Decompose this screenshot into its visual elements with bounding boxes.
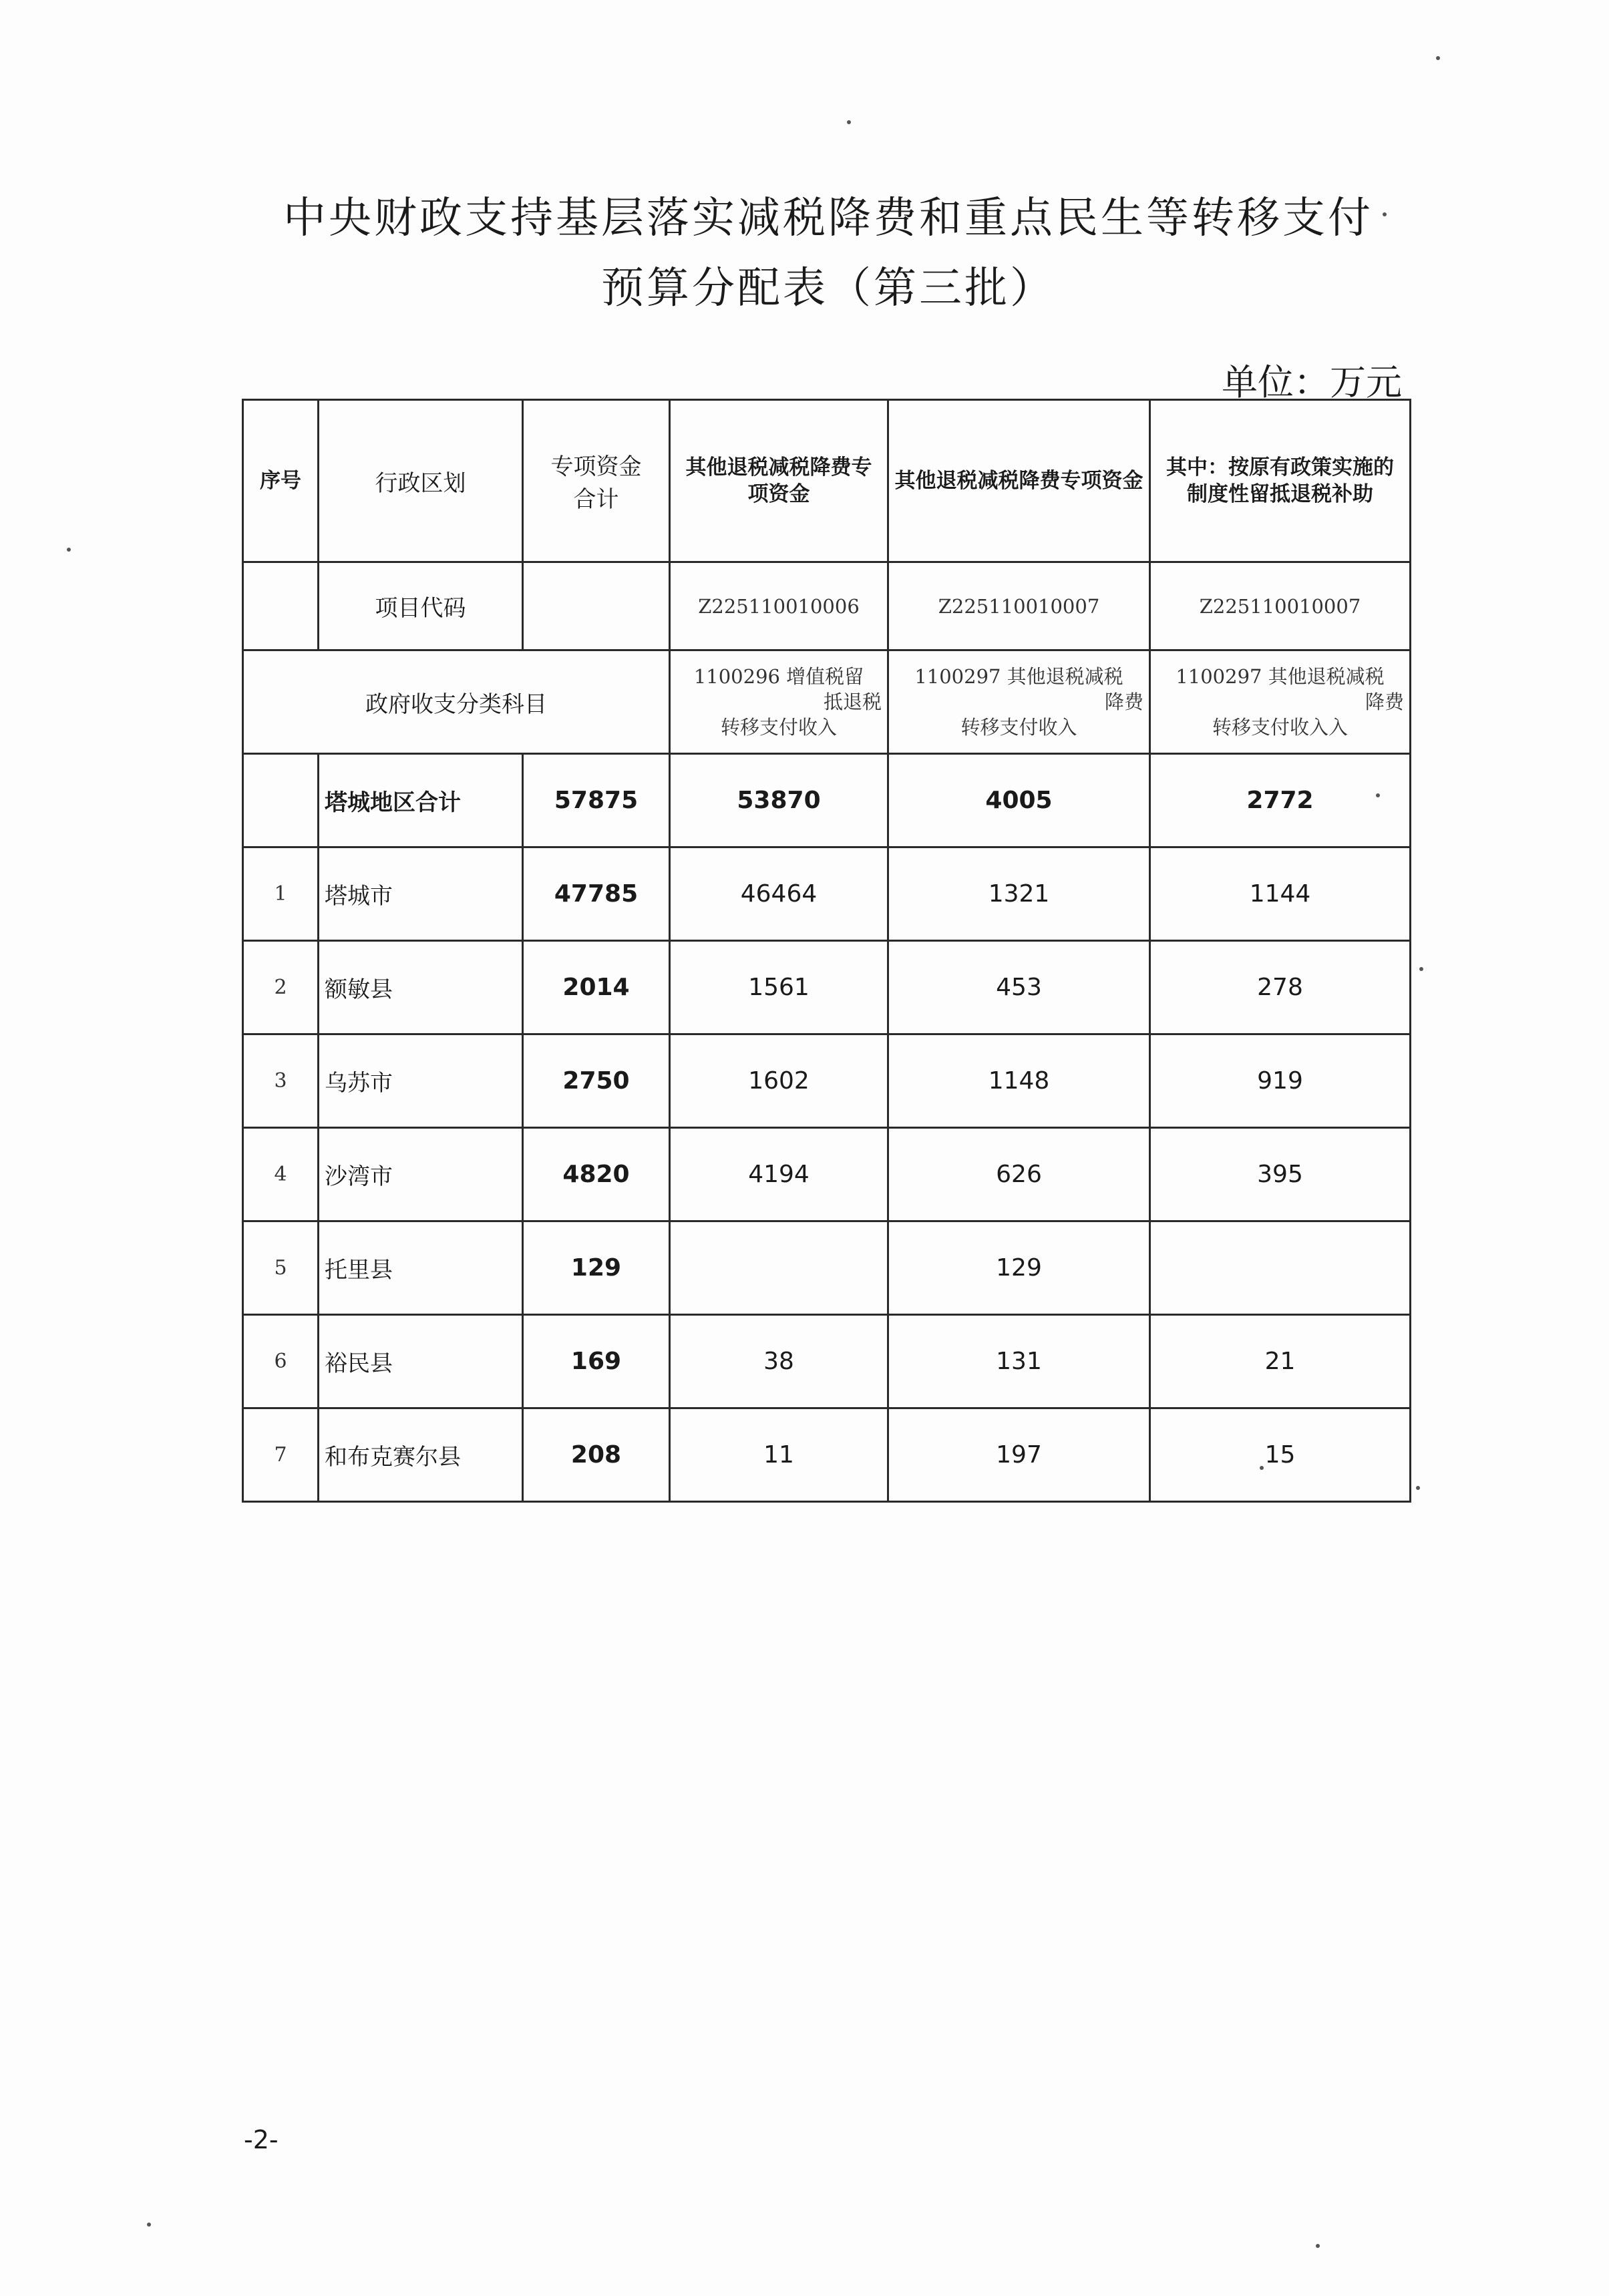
document-title-line1: 中央财政支持基层落实减税降费和重点民生等转移支付: [283, 194, 1373, 243]
scan-speck: [1376, 793, 1380, 797]
classification-col2-line1: 1100297 其他退税减税: [914, 665, 1123, 688]
scan-speck: [147, 2223, 151, 2227]
row-col3: 1144: [1150, 847, 1411, 941]
row-seq: 4: [243, 1128, 319, 1221]
row-col2: 626: [888, 1128, 1150, 1221]
project-code-empty-cell: [243, 562, 319, 650]
scan-speck: [1436, 56, 1440, 60]
document-title-line2: 预算分配表（第三批）: [601, 264, 1055, 313]
row-col3: 395: [1150, 1128, 1411, 1221]
row-total: 208: [523, 1408, 670, 1502]
row-region: 塔城市: [319, 847, 523, 941]
row-col1: 4194: [670, 1128, 888, 1221]
classification-col1-line3: 转移支付收入: [720, 716, 837, 739]
classification-col2-line3: 转移支付收入: [960, 716, 1077, 739]
classification-col3-line1: 1100297 其他退税减税: [1176, 665, 1385, 688]
table-row: [243, 1034, 1411, 1128]
row-col3: 278: [1150, 941, 1411, 1034]
row-col1: 1561: [670, 941, 888, 1034]
row-col2: 197: [888, 1408, 1150, 1502]
total-col1: 53870: [670, 754, 888, 847]
total-sum: 57875: [523, 754, 670, 847]
row-col3: 21: [1150, 1315, 1411, 1408]
table-row: [243, 1128, 1411, 1221]
table-header-row: [243, 400, 1411, 562]
header-total-line2: 合计: [573, 486, 619, 513]
row-total: 169: [523, 1315, 670, 1408]
row-region: 沙湾市: [319, 1128, 523, 1221]
row-col1: [670, 1221, 888, 1315]
project-code-total-cell: [523, 562, 670, 650]
project-code-col2: Z225110010007: [888, 562, 1150, 650]
table-row: [243, 1221, 1411, 1315]
row-col1: 11: [670, 1408, 888, 1502]
row-seq: 2: [243, 941, 319, 1034]
row-col2: 1321: [888, 847, 1150, 941]
row-region: 额敏县: [319, 941, 523, 1034]
unit-label: 单位：万元: [1222, 361, 1402, 403]
row-total: 47785: [523, 847, 670, 941]
header-col3: 其中：按原有政策实施的制度性留抵退税补助: [1150, 400, 1411, 562]
row-col2: 131: [888, 1315, 1150, 1408]
header-total-line1: 专项资金: [550, 453, 642, 480]
header-region: 行政区划: [319, 400, 523, 562]
row-col3: 15: [1150, 1408, 1411, 1502]
classification-col3-line3: 转移支付收入入: [1212, 716, 1348, 739]
row-region: 裕民县: [319, 1315, 523, 1408]
classification-row: [243, 650, 1411, 754]
scan-speck: [1416, 1486, 1420, 1490]
page-number: -2-: [244, 2125, 279, 2154]
row-region: 和布克赛尔县: [319, 1408, 523, 1502]
row-col3: 919: [1150, 1034, 1411, 1128]
scan-speck: [1316, 2244, 1320, 2248]
table-row: [243, 1315, 1411, 1408]
table-row: [243, 941, 1411, 1034]
project-code-label: 项目代码: [319, 562, 523, 650]
row-seq: 6: [243, 1315, 319, 1408]
classification-col1-line1: 1100296 增值税留: [693, 665, 864, 688]
scan-speck: [1419, 967, 1423, 971]
classification-col1: [670, 650, 888, 754]
total-seq-cell: [243, 754, 319, 847]
row-seq: 3: [243, 1034, 319, 1128]
total-col3: 2772: [1150, 754, 1411, 847]
row-col3: [1150, 1221, 1411, 1315]
project-code-col1: Z225110010006: [670, 562, 888, 650]
total-row: [243, 754, 1411, 847]
header-seq: 序号: [243, 400, 319, 562]
classification-col2-line2: 降费: [1104, 691, 1143, 713]
row-col1: 38: [670, 1315, 888, 1408]
total-region: 塔城地区合计: [319, 754, 523, 847]
row-region: 乌苏市: [319, 1034, 523, 1128]
row-total: 4820: [523, 1128, 670, 1221]
scan-speck: [1383, 212, 1387, 216]
row-col1: 46464: [670, 847, 888, 941]
classification-col3-line2: 降费: [1365, 691, 1404, 713]
row-seq: 7: [243, 1408, 319, 1502]
budget-allocation-table: [242, 399, 1411, 1503]
row-col2: 453: [888, 941, 1150, 1034]
row-col2: 1148: [888, 1034, 1150, 1128]
table-row: [243, 1408, 1411, 1502]
scan-speck: [67, 548, 71, 552]
header-total: [523, 400, 670, 562]
row-region: 托里县: [319, 1221, 523, 1315]
row-seq: 1: [243, 847, 319, 941]
row-total: 2014: [523, 941, 670, 1034]
classification-col1-line2: 抵退税: [823, 691, 882, 713]
row-seq: 5: [243, 1221, 319, 1315]
header-col1: 其他退税减税降费专项资金: [670, 400, 888, 562]
row-col1: 1602: [670, 1034, 888, 1128]
total-col2: 4005: [888, 754, 1150, 847]
scan-speck: [1260, 1466, 1264, 1470]
row-total: 129: [523, 1221, 670, 1315]
classification-label: 政府收支分类科目: [243, 650, 670, 754]
classification-col3: [1150, 650, 1411, 754]
project-code-row: [243, 562, 1411, 650]
header-col2: 其他退税减税降费专项资金: [888, 400, 1150, 562]
table-row: [243, 847, 1411, 941]
classification-col2: [888, 650, 1150, 754]
row-col2: 129: [888, 1221, 1150, 1315]
project-code-col3: Z225110010007: [1150, 562, 1411, 650]
scan-speck: [847, 120, 851, 124]
row-total: 2750: [523, 1034, 670, 1128]
